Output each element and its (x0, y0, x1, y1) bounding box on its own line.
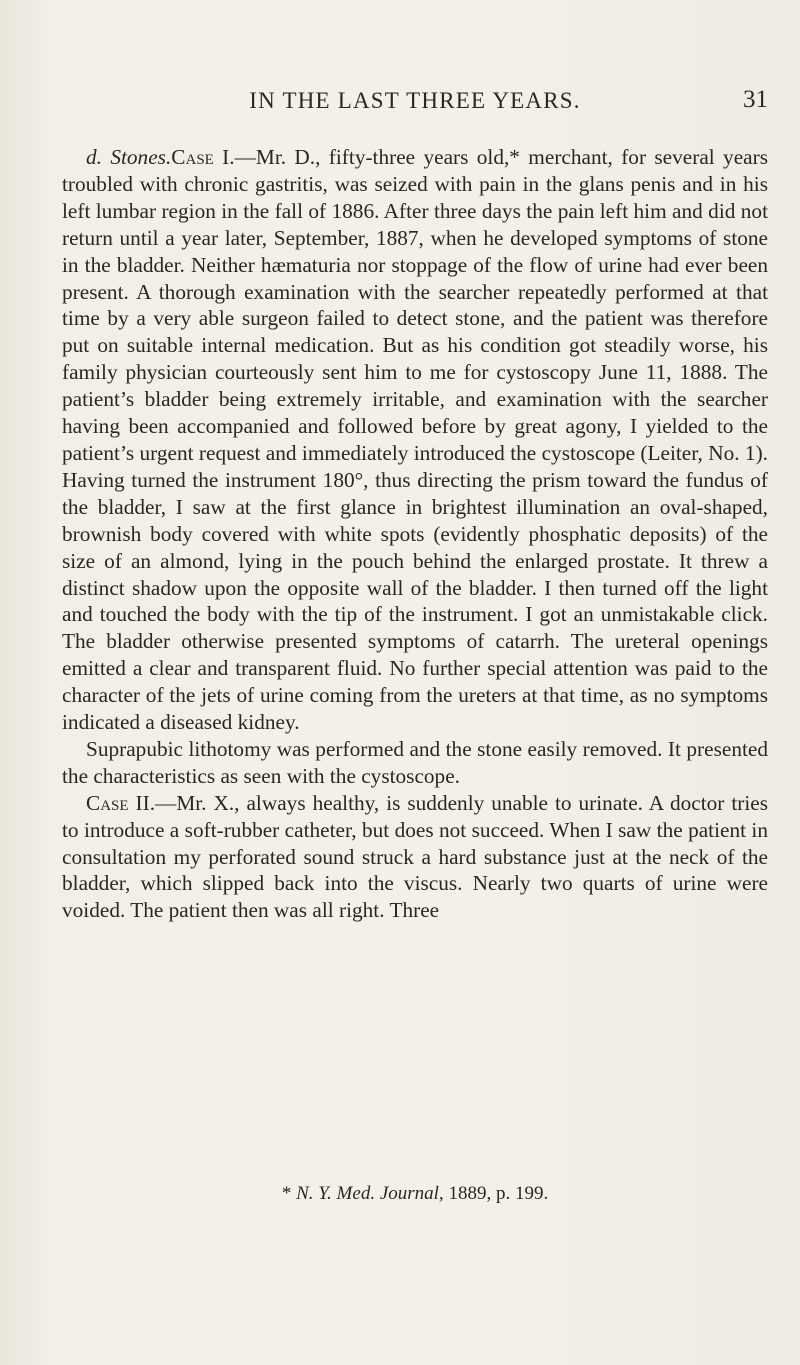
body-text (62, 144, 768, 924)
running-title: IN THE LAST THREE YEARS. (249, 88, 581, 113)
footnote (62, 1182, 768, 1206)
case-2-label: Case II. (86, 790, 156, 815)
footnote-journal: N. Y. Med. Journal, (296, 1183, 444, 1204)
paragraph-case-1 (62, 144, 768, 736)
case-2-text: —Mr. X., always healthy, is suddenly unable to urinate. A doctor tries to introduce a soft-rubber catheter, but does not succeed. When I saw the patient in consultation my perforated sound struck a hard substance just at the neck of the bladder, which slipped back into the viscus. Nearly two quarts of urine were voided. The patient then was all right. Three (62, 790, 769, 923)
paragraph-lithotomy: Suprapubic lithotomy was performed and the stone easily removed. It presented the characteristics as seen with the cystoscope. (62, 736, 768, 788)
section-title: Stones. (110, 145, 172, 169)
case-1-label: Case I. (171, 145, 235, 169)
paragraph-case-2 (62, 790, 768, 925)
section-label: d. (86, 145, 102, 169)
footnote-marker: * (281, 1183, 297, 1204)
page-number: 31 (743, 86, 768, 113)
case-1-text: —Mr. D., fifty-three years old,* merchant, for several years troubled with chronic gastritis, was seized with pain in the glans penis and in his left lumbar region in the fall of 1886. After three days the pain left him and did not return until a year later, September, 1887, when he developed symptoms of stone in the bladder. Neither hæmaturia nor stoppage of the flow of urine had ever been present. A thorough examination with the searcher repeatedly performed at that time by a very able surgeon failed to detect stone, and the patient was therefore put on suitable internal medication. But as his condition got steadily worse, his family physician courteously sent him to me for cystoscopy June 11, 1888. The patient’s bladder being extremely irritable, and examination with the searcher having been accompanied and followed before by great agony, I yielded to the patient’s urgent request and immediately introduced the cystoscope (Leiter, No. 1). Having turned the instrument 180°, thus directing the prism toward the fundus of the bladder, I saw at the first glance in brightest illumination an oval-shaped, brownish body covered with white spots (evidently phosphatic deposits) of the size of an almond, lying in the pouch behind the enlarged prostate. It threw a distinct shadow upon the opposite wall of the bladder. I then turned off the light and touched the body with the tip of the instrument. I got an unmistakable click. The bladder otherwise presented symptoms of catarrh. The ureteral openings emitted a clear and transparent fluid. No further special attention was paid to the character of the jets of urine coming from the ureters at that time, as no symptoms indicated a diseased kidney. (62, 145, 768, 735)
footnote-citation: 1889, p. 199. (443, 1183, 549, 1204)
running-head (62, 86, 768, 120)
